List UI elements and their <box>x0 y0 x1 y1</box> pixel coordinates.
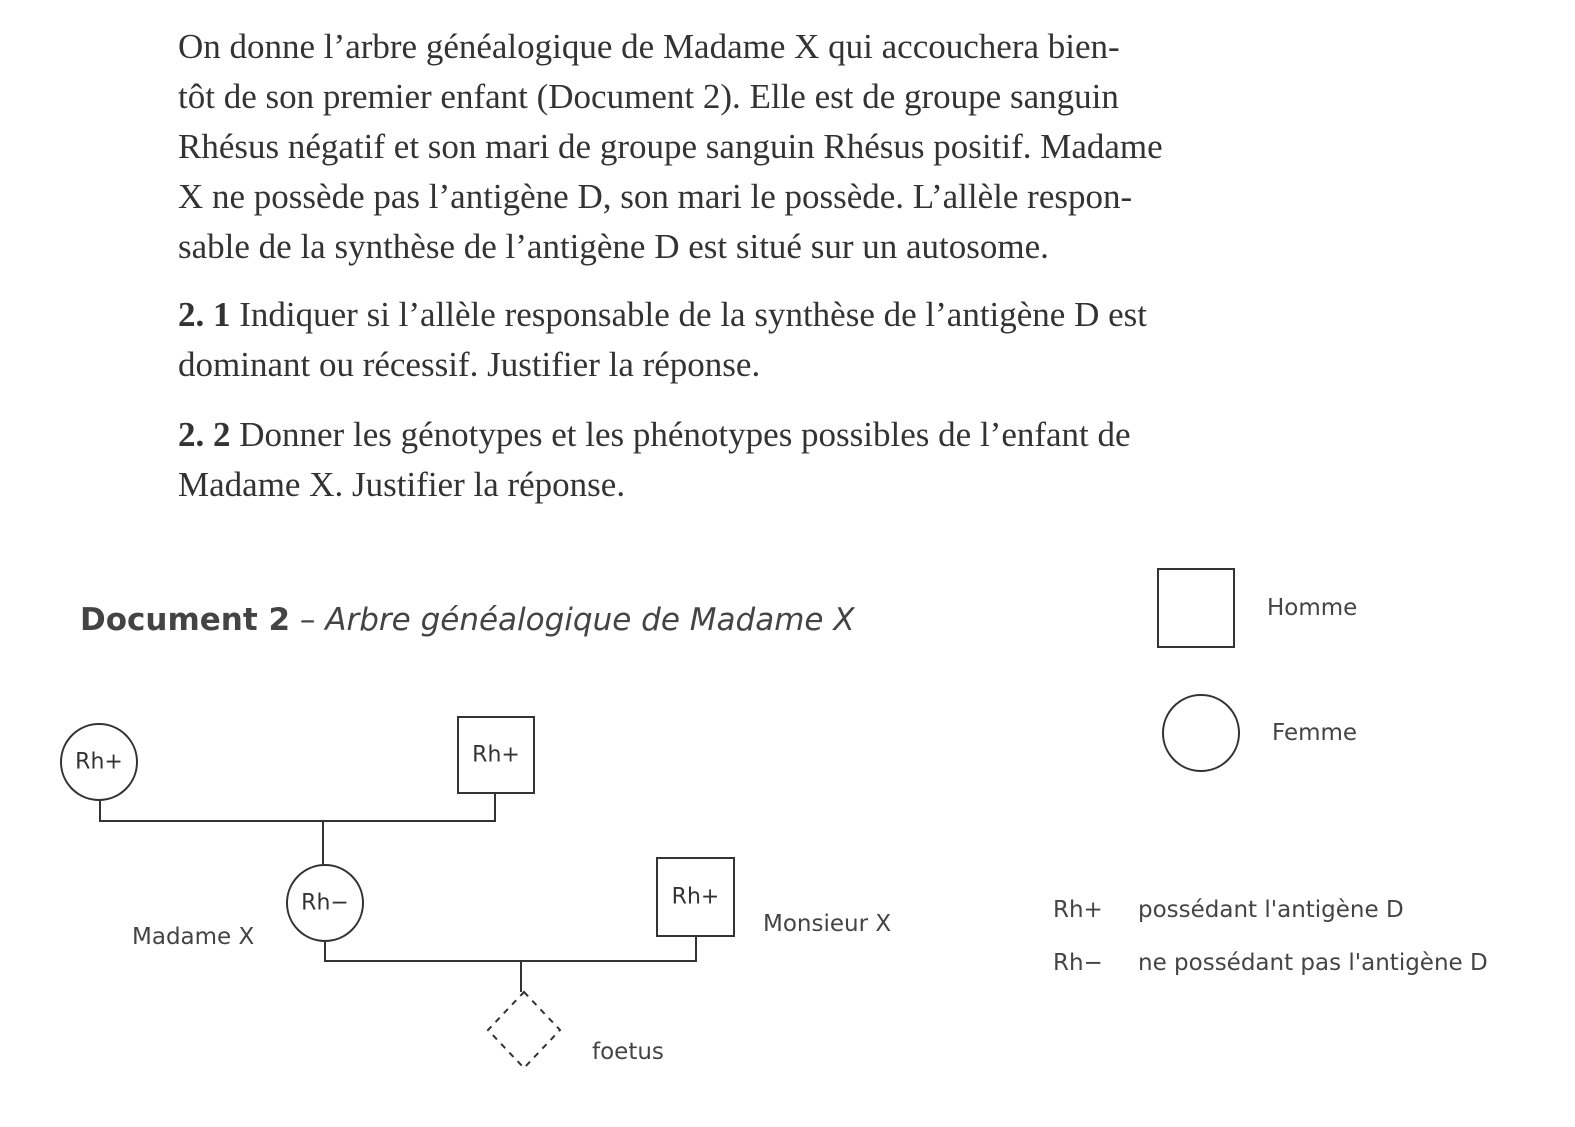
legend-rh-plus: Rh+ <box>1053 897 1103 923</box>
question-text: Indiquer si l’allèle responsable de la synthèse de l’antigène D est <box>239 295 1147 334</box>
document-separator: – <box>290 602 326 638</box>
madame-x-phenotype: Rh− <box>301 890 349 916</box>
question-text: dominant ou récessif. Justifier la réponse. <box>178 345 761 384</box>
intro-line: Rhésus négatif et son mari de groupe sanguin Rhésus positif. Madame <box>178 127 1163 166</box>
monsieur-x-phenotype: Rh+ <box>671 884 720 910</box>
legend-homme: Homme <box>1267 595 1358 621</box>
legend-square <box>1157 568 1235 648</box>
grandmother-circle <box>60 723 138 801</box>
legend-femme: Femme <box>1272 720 1358 746</box>
question-text: Madame X. Justifier la réponse. <box>178 465 626 504</box>
legend-rh-minus: Rh− <box>1053 950 1103 976</box>
legend-rh-minus-desc: ne possédant pas l'antigène D <box>1138 950 1488 976</box>
intro-paragraph <box>178 22 1303 272</box>
connector <box>324 942 326 962</box>
intro-line: tôt de son premier enfant (Document 2). Elle est de groupe sanguin <box>178 77 1119 116</box>
foetus-label: foetus <box>592 1039 664 1065</box>
document-title: Arbre généalogique de Madame X <box>325 602 855 638</box>
legend-circle <box>1162 694 1240 772</box>
question-2-1 <box>178 290 1303 390</box>
connector <box>695 937 697 962</box>
question-number: 2. 2 <box>178 415 231 454</box>
connector <box>99 801 101 822</box>
grandmother-label: Rh+ <box>75 749 123 775</box>
intro-line: X ne possède pas l’antigène D, son mari le possède. L’allèle respon- <box>178 177 1133 216</box>
foetus-diamond <box>486 990 562 1070</box>
question-2-2 <box>178 410 1303 510</box>
intro-line: On donne l’arbre généalogique de Madame X qui accouchera bien- <box>178 27 1120 66</box>
legend-rh-plus-desc: possédant l'antigène D <box>1138 897 1404 923</box>
madame-x-label: Madame X <box>132 924 255 950</box>
question-text: Donner les génotypes et les phénotypes possibles de l’enfant de <box>239 415 1131 454</box>
grandfather-square <box>457 716 535 794</box>
marriage-line <box>99 820 496 822</box>
document-label: Document 2 <box>80 602 291 638</box>
descent-line <box>520 962 522 992</box>
question-number: 2. 1 <box>178 295 231 334</box>
monsieur-x-label: Monsieur X <box>763 911 892 937</box>
descent-line <box>322 822 324 864</box>
connector <box>494 794 496 822</box>
intro-line: sable de la synthèse de l’antigène D est situé sur un autosome. <box>178 227 1049 266</box>
marriage-line <box>324 960 697 962</box>
monsieur-x-square <box>656 857 735 937</box>
document-caption <box>80 602 855 638</box>
madame-x-circle <box>286 864 364 942</box>
grandfather-label: Rh+ <box>472 742 520 768</box>
